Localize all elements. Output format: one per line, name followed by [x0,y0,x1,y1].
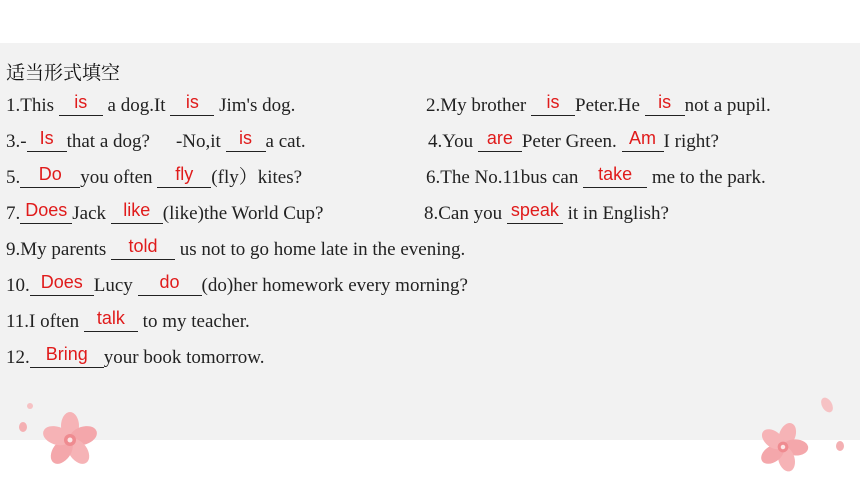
answer-blank: fly [175,164,194,184]
question-8: 8.Can you speak it in English? [424,200,669,224]
question-7: 7. Does Jack like (like)the World Cup? [6,200,324,224]
answer-blank: Do [38,164,62,184]
answer-blank: is [74,92,88,112]
answer-blank: Does [25,200,68,220]
petal-icon [26,402,34,410]
question-9: 9.My parents told us not to go home late in the evening. [6,236,466,260]
flower-icon [756,420,810,474]
answer-blank: is [546,92,560,112]
question-5: 5. Do you often fly (fly）kites? [6,164,303,188]
answer-blank: Am [629,128,657,148]
answer-blank: talk [96,308,125,328]
answer-blank: speak [510,200,559,220]
petal-icon [834,440,846,452]
question-2: 2.My brother is Peter.He is not a pupil. [426,92,771,116]
question-3: 3.- Is that a dog? -No,it is a cat. [6,128,306,152]
flower-icon [40,410,100,470]
question-12: 12. Bring your book tomorrow. [6,344,265,368]
answer-blank: told [128,236,158,256]
exercise-title: 适当形式填空 [6,62,121,84]
answer-blank: take [598,164,633,184]
answer-blank: is [658,92,672,112]
petal-icon [818,396,836,414]
question-4: 4.You are Peter Green. Am I right? [428,128,719,152]
question-6: 6.The No.11bus can take me to the park. [426,164,766,188]
answer-blank: do [159,272,180,292]
answer-blank: Does [40,272,83,292]
question-1: 1.This is a dog.It is Jim's dog. [6,92,296,116]
answer-blank: is [239,128,253,148]
answer-blank: are [486,128,513,148]
answer-blank: is [185,92,199,112]
question-10: 10. Does Lucy do (do)her homework every morning? [6,272,468,296]
answer-blank: Bring [45,344,88,364]
petal-icon [16,420,30,434]
answer-blank: Is [39,128,54,148]
answer-blank: like [123,200,151,220]
question-11: 11.I often talk to my teacher. [6,308,250,332]
